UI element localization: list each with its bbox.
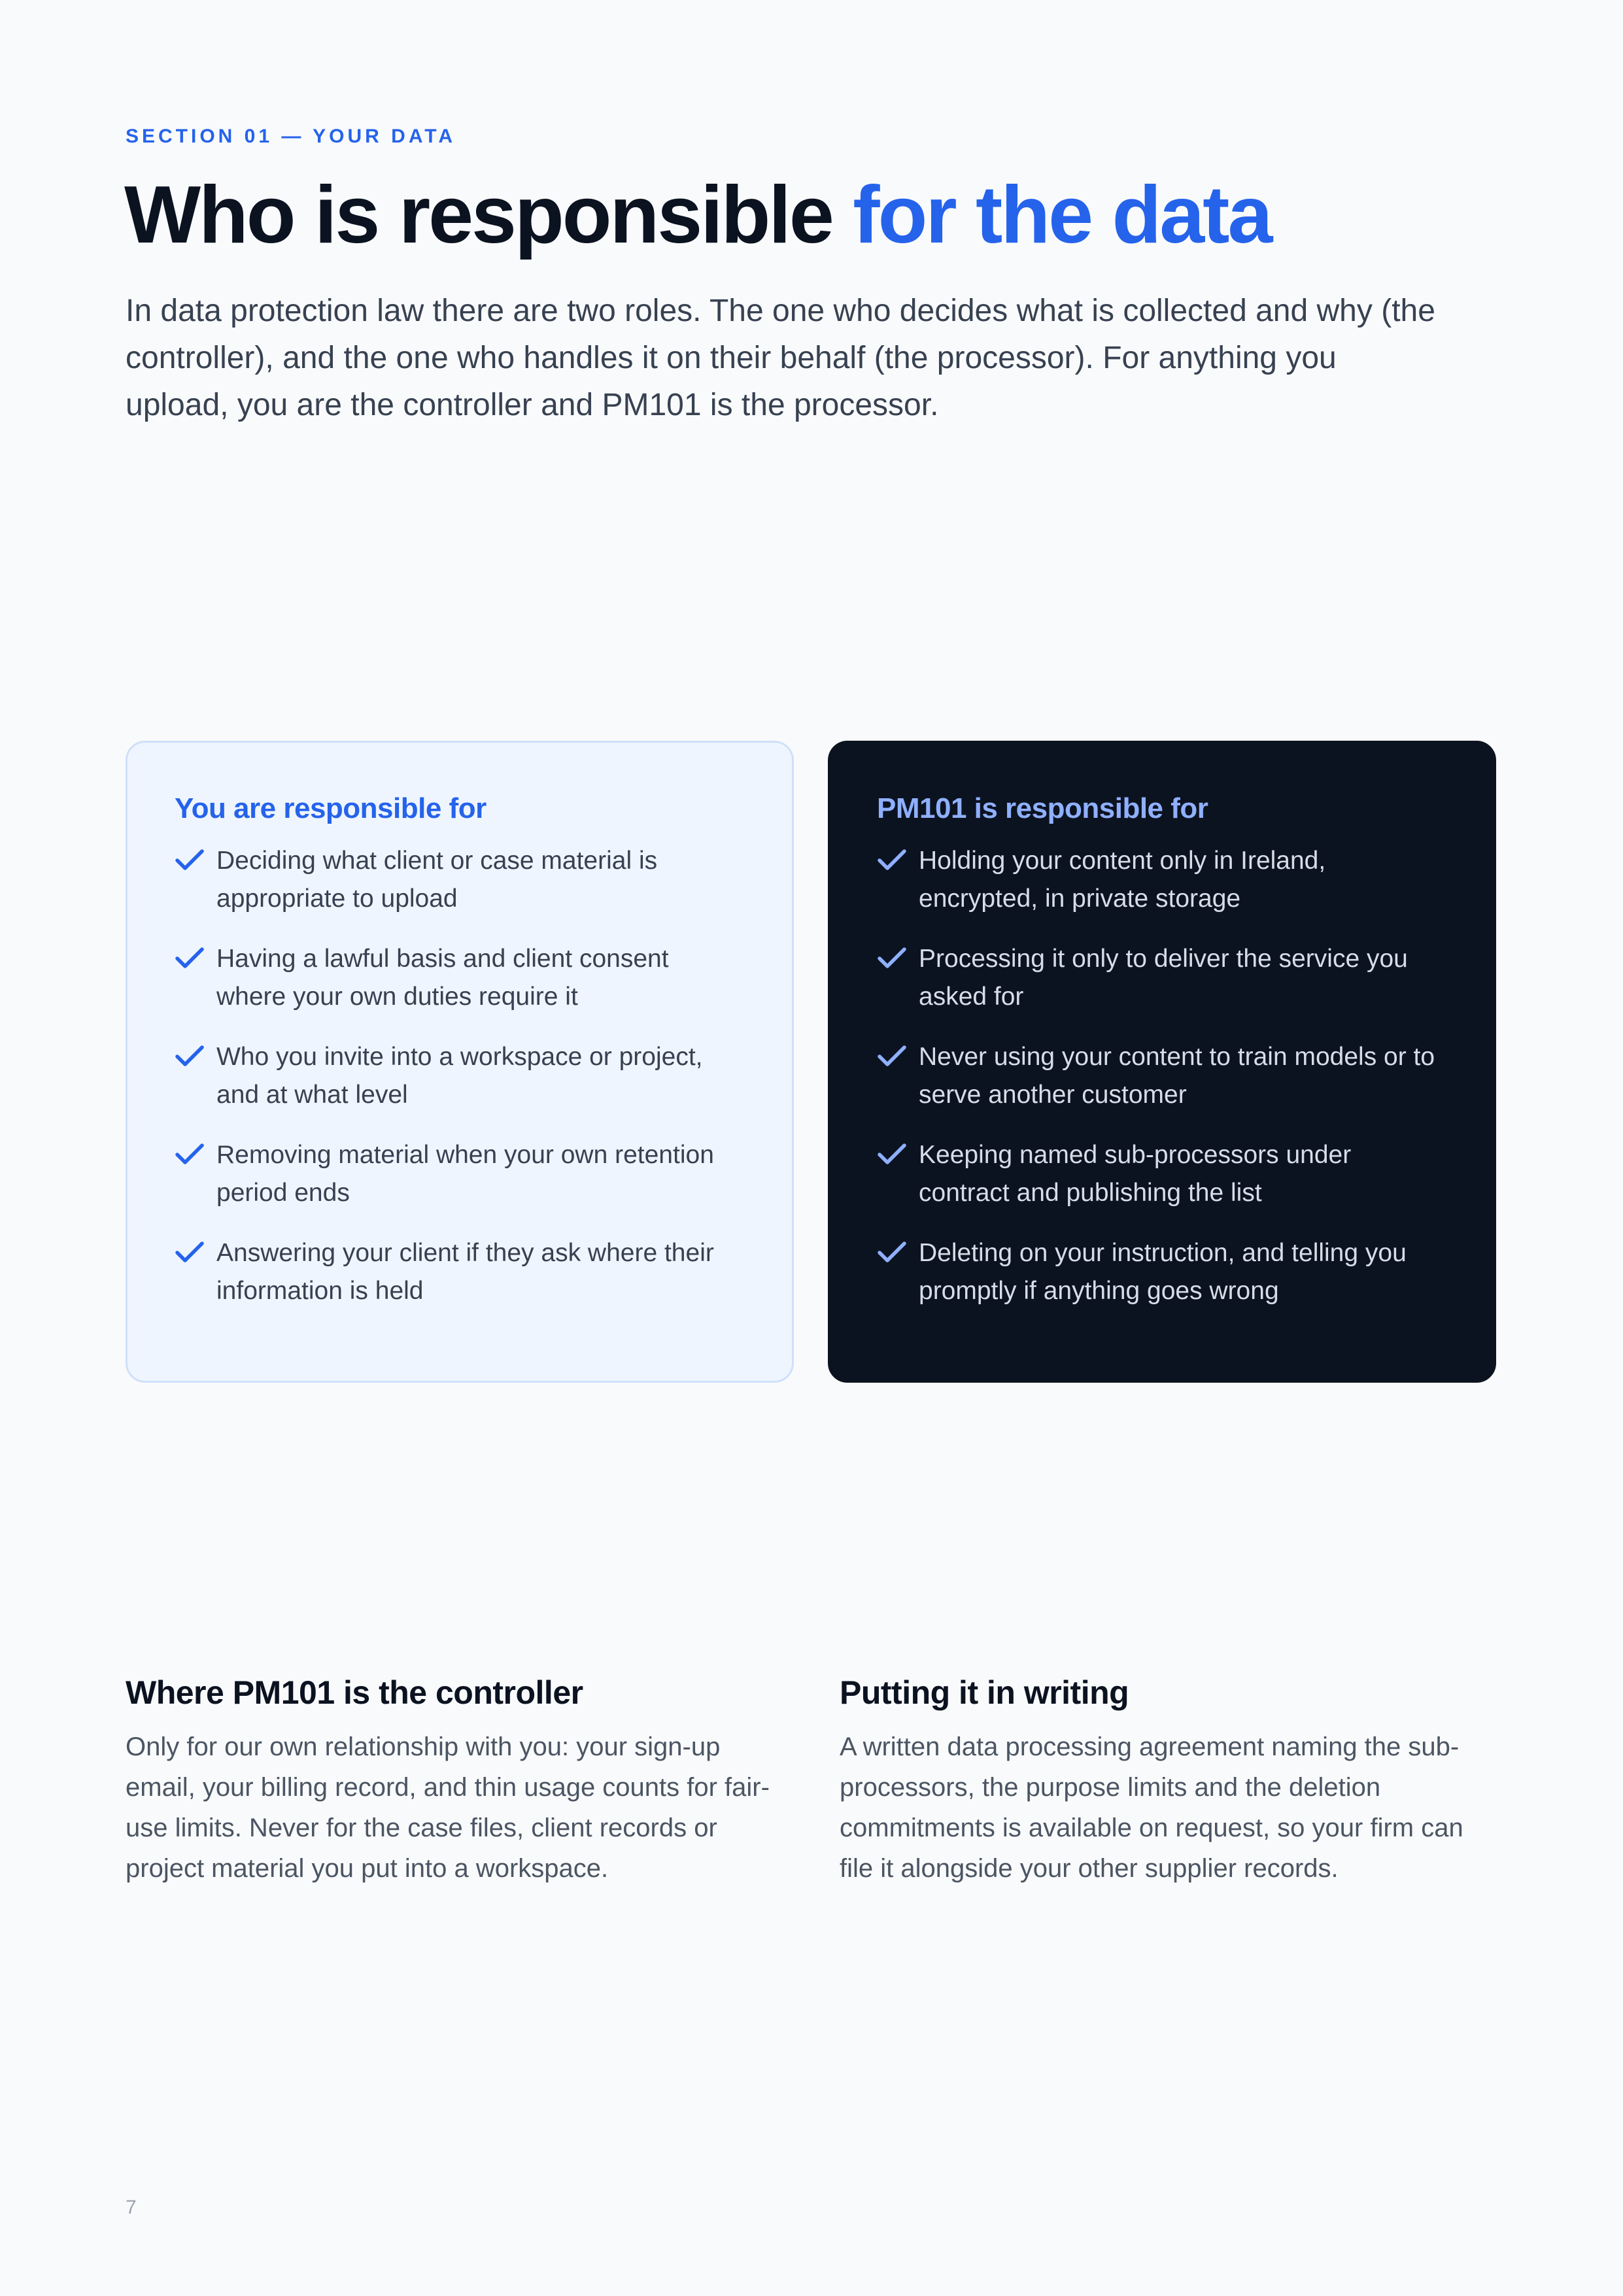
check-icon — [175, 1038, 205, 1076]
list-item — [175, 940, 745, 1016]
list-item-text: Deciding what client or case material is appropriate to upload — [216, 847, 658, 913]
list-item-text: Answering your client if they ask where their information is held — [216, 1239, 714, 1305]
you-card-title: You are responsible for — [175, 792, 487, 824]
check-icon — [175, 842, 205, 880]
pm101-card-title: PM101 is responsible for — [877, 792, 1208, 824]
title-accent: for the data — [853, 170, 1271, 260]
check-icon — [877, 1234, 907, 1272]
check-icon — [175, 940, 205, 978]
intro-paragraph: In data protection law there are two roles. The one who decides what is collected and why (the controller), and the one who handles it on their behalf (the processor). For anything you upload, you are the controller and PM101 is the processor. — [126, 294, 1435, 422]
list-item-text: Never using your content to train models or to serve another customer — [919, 1043, 1435, 1109]
check-icon — [877, 842, 907, 880]
check-icon — [175, 1234, 205, 1272]
list-item-text: Keeping named sub-processors under contract and publishing the list — [919, 1141, 1352, 1207]
check-icon — [877, 1038, 907, 1076]
list-item — [877, 940, 1447, 1016]
section-eyebrow: SECTION 01 — YOUR DATA — [126, 126, 456, 147]
list-item-text: Having a lawful basis and client consent where your own duties require it — [216, 945, 669, 1011]
title-main: Who is responsible — [124, 170, 853, 260]
controller-section — [126, 1670, 779, 1889]
check-icon — [877, 1136, 907, 1174]
controller-heading: Where PM101 is the controller — [126, 1674, 583, 1711]
writing-section — [840, 1670, 1500, 1889]
list-item — [175, 842, 745, 918]
page-number: 7 — [126, 2197, 137, 2218]
list-item — [877, 1038, 1447, 1114]
writing-heading: Putting it in writing — [840, 1674, 1129, 1711]
you-responsibilities-list — [175, 842, 745, 1310]
writing-paragraph: A written data processing agreement naming the sub-processors, the purpose limits and the deletion commitments is available on request, so your firm can file it alongside your other supplier records. — [840, 1732, 1463, 1883]
pm101-responsibilities-list — [877, 842, 1447, 1310]
controller-paragraph: Only for our own relationship with you: your sign-up email, your billing record, and thin usage counts for fair-use limits. Never for the case files, client records or project material you put into a workspace. — [126, 1732, 770, 1883]
list-item-text: Processing it only to deliver the service you asked for — [919, 945, 1408, 1011]
list-item — [877, 1234, 1447, 1310]
check-icon — [175, 1136, 205, 1174]
check-icon — [877, 940, 907, 978]
list-item-text: Holding your content only in Ireland, encrypted, in private storage — [919, 847, 1326, 913]
list-item-text: Deleting on your instruction, and telling you promptly if anything goes wrong — [919, 1239, 1407, 1305]
list-item-text: Removing material when your own retention period ends — [216, 1141, 714, 1207]
list-item — [877, 842, 1447, 918]
list-item — [877, 1136, 1447, 1212]
list-item-text: Who you invite into a workspace or project, and at what level — [216, 1043, 703, 1109]
pm101-responsibilities-card — [828, 741, 1496, 1383]
page-title — [124, 166, 1271, 264]
list-item — [175, 1136, 745, 1212]
you-responsibilities-card — [126, 741, 794, 1383]
list-item — [175, 1234, 745, 1310]
list-item — [175, 1038, 745, 1114]
